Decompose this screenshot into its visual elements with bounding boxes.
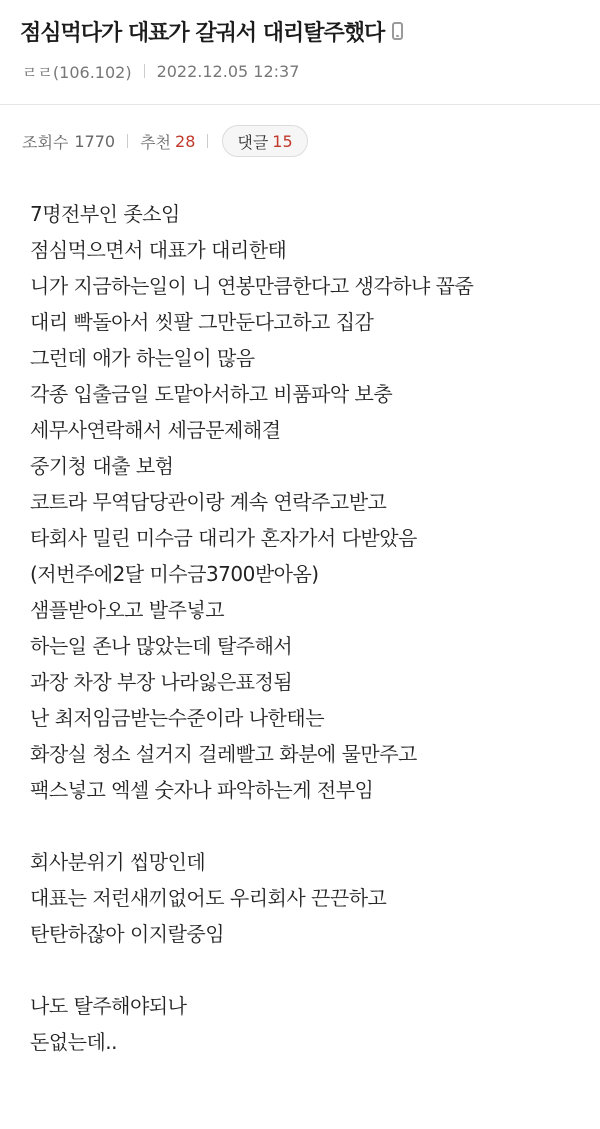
title-row bbox=[20, 14, 590, 48]
body-line: 대리 빡돌아서 씻팔 그만둔다고하고 집감 bbox=[30, 310, 374, 334]
body-line: 세무사연락해서 세금문제해결 bbox=[30, 418, 281, 442]
body-line: 팩스넣고 엑셀 숫자나 파악하는게 전부임 bbox=[30, 778, 374, 802]
body-line: 난 최저임금받는수준이라 나한태는 bbox=[30, 706, 325, 730]
divider bbox=[127, 134, 128, 148]
post-body bbox=[30, 196, 590, 1060]
body-line: (저번주에2달 미수금3700받아옴) bbox=[30, 562, 319, 586]
comments-button[interactable] bbox=[222, 125, 307, 157]
views-count: 1770 bbox=[74, 131, 116, 151]
body-line bbox=[30, 952, 590, 988]
body-line: 그런데 애가 하는일이 많음 bbox=[30, 346, 255, 370]
post-meta bbox=[22, 58, 299, 84]
body-line: 돈없는데.. bbox=[30, 1030, 117, 1054]
body-line: 대표는 저런새끼없어도 우리회사 끈끈하고 bbox=[30, 886, 387, 910]
divider bbox=[144, 64, 145, 78]
body-line: 화장실 청소 설거지 걸레빨고 화분에 물만주고 bbox=[30, 742, 417, 766]
post-header bbox=[0, 0, 600, 105]
recommend-count: 28 bbox=[175, 131, 196, 151]
body-line: 타회사 밀린 미수금 대리가 혼자가서 다받았음 bbox=[30, 526, 417, 550]
body-line: 나도 탈주해야되나 bbox=[30, 994, 187, 1018]
body-line: 7명전부인 좃소임 bbox=[30, 202, 180, 226]
body-line: 회사분위기 씹망인데 bbox=[30, 850, 206, 874]
comments-count: 15 bbox=[272, 131, 293, 151]
author-name[interactable]: ㄹㄹ(106.102) bbox=[22, 62, 132, 82]
recommend-label: 추천 bbox=[140, 132, 172, 152]
divider bbox=[207, 134, 208, 148]
body-line: 탄탄하잖아 이지랄중임 bbox=[30, 922, 225, 946]
post-title: 점심먹다가 대표가 갈궈서 대리탈주했다 bbox=[20, 20, 385, 46]
comments-label: 댓글 bbox=[237, 132, 269, 152]
body-line: 니가 지금하는일이 니 연봉만큼한다고 생각하냐 꼽줌 bbox=[30, 274, 474, 298]
body-line: 과장 차장 부장 나라잃은표정됨 bbox=[30, 670, 293, 694]
body-line: 샘플받아오고 발주넣고 bbox=[30, 598, 225, 622]
body-line: 각종 입출금일 도맡아서하고 비품파악 보충 bbox=[30, 382, 393, 406]
post-stats bbox=[22, 124, 308, 158]
body-line: 하는일 존나 많았는데 탈주해서 bbox=[30, 634, 293, 658]
body-line: 중기청 대출 보험 bbox=[30, 454, 174, 478]
mobile-phone-icon bbox=[392, 22, 403, 40]
body-line: 코트라 무역담당관이랑 계속 연락주고받고 bbox=[30, 490, 387, 514]
body-line bbox=[30, 808, 590, 844]
body-line: 점심먹으면서 대표가 대리한태 bbox=[30, 238, 287, 262]
views-label: 조회수 bbox=[22, 132, 69, 152]
post-date: 2022.12.05 12:37 bbox=[156, 61, 300, 81]
